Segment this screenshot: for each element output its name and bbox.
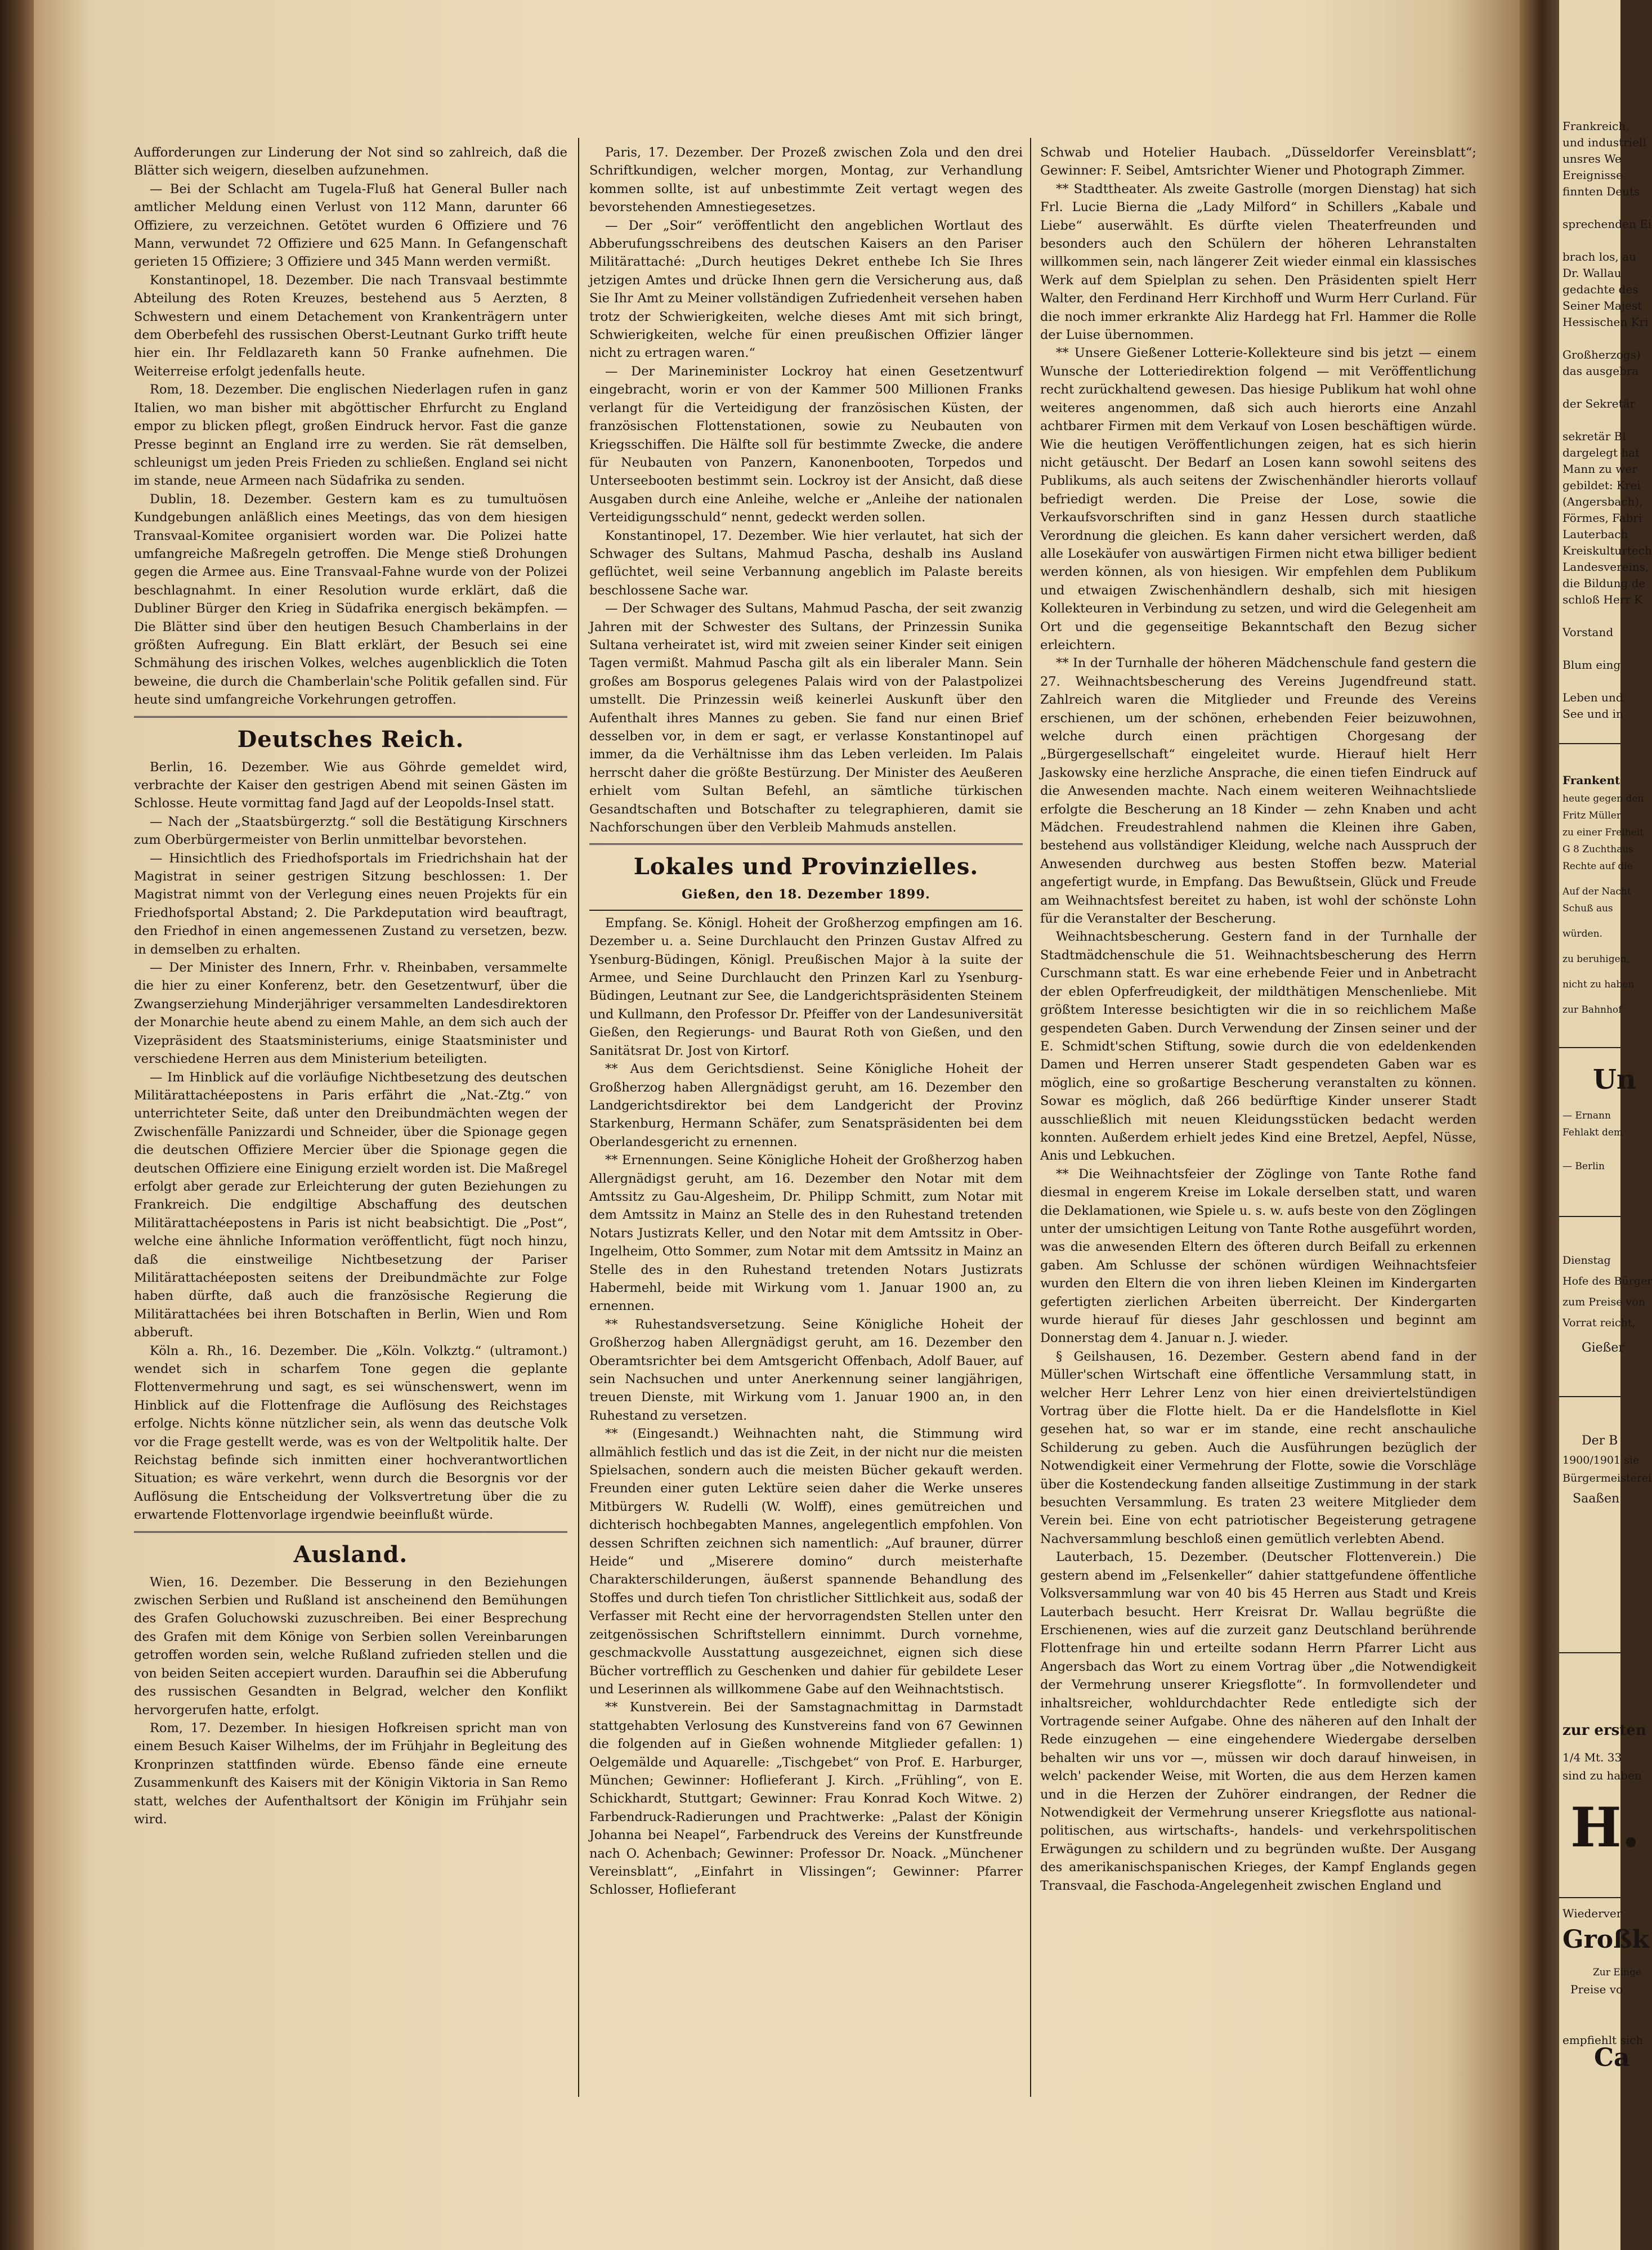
next-page-line: Hofe des Bürger: [1563, 1275, 1652, 1287]
paragraph: — Nach der „Staatsbürgerztg.“ soll die Bestätigung Kirschners zum Oberbürgermeister von Berlin unmittelbar bevorstehen.: [134, 814, 567, 848]
paragraph: ** Stadttheater. Als zweite Gastrolle (morgen Dienstag) hat sich Frl. Lucie Bierna die „Lady Milford“ in Schillers „Kabale und Liebe“ auserwählt. Es dürfte vielen Theaterfreunden und besonders auch den Schülern der höheren Lehranstalten willkommen sein, nach längerer Zeit wieder einmal ein klassisches Werk auf dem Spielplan zu sehen. Den Präsidenten spielt Herr Walter, den Ferdinand Herr Kirchhoff und Wurm Herr Curland. Für die noch immer erkrankte Aliz Hardegg hat Frl. Hammer die Rolle der Luise übernommen.: [1040, 181, 1476, 343]
next-page-line: sprechenden Ei: [1563, 217, 1652, 231]
paragraph: — Der „Soir“ veröffentlicht den angeblichen Wortlaut des Abberufungsschreibens des deutschen Kaisers an den Pariser Militärattaché: „Durch heutiges Dekret enthebe Ich Sie Ihres jetzigen Amtes und drücke Ihnen gern die Versicherung aus, daß Sie Ihr Amt zu Meiner vollständigen Zufriedenheit versehen haben trotz der Schwierigkeiten, welche dieses Amt mit sich bringt, Schwierigkeiten, welche für einen preußischen Offizier länger nicht zu ertragen waren.“: [589, 218, 1023, 361]
section-heading-lokales: Lokales und Provinzielles.: [633, 853, 979, 880]
next-page-rule: [1559, 1897, 1620, 1898]
section-divider: [134, 1531, 567, 1533]
book-gutter: [1520, 0, 1559, 2250]
next-page-line: Großk: [1563, 1925, 1650, 1954]
paragraph: Rom, 17. Dezember. In hiesigen Hofkreisen spricht man von einem Besuch Kaiser Wilhelms, der im Frühjahr in Begleitung des Kronprinzen stattfinden würde. Ebenso fände eine erneute Zusammenkunft des Kaisers mit der Königin Viktoria in San Remo statt, welches der Aufenthaltsort der Königin im Frühjahr sein wird.: [134, 1720, 567, 1827]
paragraph: ** Die Weihnachtsfeier der Zöglinge von Tante Rothe fand diesmal in engerem Kreise im Lokale derselben statt, und waren die Deklamationen, wie Spiele u. s. w. aufs beste von den Zöglingen unter der umsichtigen Leitung von Tante Rothe ausgeführt worden, was die anwesenden Eltern des öfteren durch Beifall zu erkennen gaben. Am Schlusse der schönen würdigen Weihnachtsfeier wurden den Eltern die von ihren lieben Kleinen im Kindergarten gefertigten zierlichen Arbeiten überreicht. Der Kindergarten wurde hierauf für dieses Jahr geschlossen und beginnt am Donnerstag dem 4. Januar n. J. wieder.: [1040, 1166, 1476, 1346]
paragraph: ** (Eingesandt.) Weihnachten naht, die Stimmung wird allmählich festlich und das ist die Zeit, in der nicht nur die meisten Spielsachen, sondern auch die meisten Bücher gekauft werden. Freunden einer guten Lektüre seien daher die Werke unseres Mitbürgers W. Rudelli (W. Wolff), eines gemütreichen und dichterisch hochbegabten Mannes, angelegentlich empfohlen. Von dessen Schriften zeichnen sich namentlich: „Auf brauner, dürrer Heide“ und „Miserere domino“ durch meisterhafte Charakterschilderungen, äußerst spannende Behandlung des Stoffes und durch tiefen Ton christlicher Sittlichkeit aus, sodaß der Verfasser mit Recht eine der hervorragendsten Stellen unter den zeitgenössischen Schriftstellern einnimmt. Durch vornehme, geschmackvolle Ausstattung ausgezeichnet, eignen sich diese Bücher vortrefflich zu Geschenken und dahier für gebildete Leser und Leserinnen als willkommene Gabe auf den Weihnachtstisch.: [589, 1426, 1023, 1697]
next-page-line: sind zu haben: [1563, 1769, 1642, 1782]
next-page-rule: [1559, 1216, 1620, 1217]
section-divider: [134, 716, 567, 718]
next-page-line: Vorstand: [1563, 625, 1614, 639]
next-page-line: Fehlakt dem: [1563, 1127, 1623, 1138]
next-page-line: Preise vo: [1570, 1983, 1623, 1996]
next-page-line: — Berlin: [1563, 1161, 1605, 1172]
paragraph: Dublin, 18. Dezember. Gestern kam es zu tumultuösen Kundgebungen anläßlich eines Meetings, das von dem hiesigen Transvaal-Komitee organisiert worden war. Die Polizei hatte umfangreiche Maßregeln getroffen. Die Menge stieß Drohungen gegen die Armee aus. Eine Transvaal-Fahne wurde von der Polizei beschlagnahmt. In einer Resolution wurde erklärt, daß die Dubliner Bürger den Krieg in Südafrika energisch bekämpfen. — Die Blätter sind über den heutigen Besuch Chamberlains in der größten Aufregung. Ein Blatt erklärt, der Besuch sei eine Schmähung des irischen Volkes, welches augenblicklich die Toten beweine, die durch die Chamberlain'sche Politik gefallen sind. Für heute sind umfangreiche Vorkehrungen getroffen.: [134, 491, 567, 708]
next-page-line: — Ernann: [1563, 1110, 1611, 1121]
next-page-line: Auf der Nacht: [1563, 886, 1631, 897]
next-page-line: Vorrat reicht,: [1563, 1317, 1636, 1329]
next-page-line: finnten Deuts: [1563, 185, 1640, 198]
paragraph: Wien, 16. Dezember. Die Besserung in den Beziehungen zwischen Serbien und Rußland ist anscheinend den Bemühungen des Grafen Goluchowski zuzuschreiben. Bei einer Besprechung des Grafen mit dem Könige von Serbien sollen Vereinbarungen getroffen worden sein, welche Rußland zufrieden stellen und die von beiden Seiten accepiert wurden. Daraufhin sei die Abberufung des russischen Gesandten in Belgrad, welcher den Konflikt hervorgerufen hatte, erfolgt.: [134, 1574, 567, 1717]
next-page-line: Lauterbach: [1563, 527, 1628, 541]
paragraph: Paris, 17. Dezember. Der Prozeß zwischen Zola und den drei Schriftkundigen, welcher morgen, Montag, zur Verhandlung kommen sollte, ist auf unbestimmte Zeit vertagt wegen des bevorstehenden Amnestiegesetzes.: [589, 145, 1023, 215]
paragraph: Berlin, 16. Dezember. Wie aus Göhrde gemeldet wird, verbrachte der Kaiser den gestrigen Abend mit seinen Gästen im Schlosse. Heute vormittag fand Jagd auf der Leopolds-Insel statt.: [134, 759, 567, 811]
column-1: [134, 144, 567, 2148]
paragraph: Empfang. Se. Königl. Hoheit der Großherzog empfingen am 16. Dezember u. a. Seine Durchlaucht den Prinzen Gustav Alfred zu Ysenburg-Büdingen, Königl. Preußischen Major à la suite der Armee, und Seine Durchlaucht den Prinzen Karl zu Ysenburg-Büdingen, Leutnant zur See, die Landgerichtspräsidenten Steinem und Kullmann, den Professor Dr. Pfeiffer von der Landesuniversität Gießen, den Regierungs- und Baurat Roth von Gießen, und den Sanitätsrat Dr. Jost von Kirtorf.: [589, 915, 1023, 1058]
next-page-line: Rechte auf die: [1563, 861, 1633, 872]
next-page-line: gedachte des: [1563, 283, 1638, 296]
next-page-line: 1/4 Mt. 33: [1563, 1751, 1622, 1764]
paragraph: Schwab und Hotelier Haubach. „Düsseldorfer Vereinsblatt“; Gewinner: F. Seibel, Amtsrichter Wiener und Photograph Zimmer.: [1040, 145, 1476, 178]
next-page-line: zum Preise von: [1563, 1296, 1645, 1308]
next-page-line: gebildet: Krei: [1563, 478, 1641, 492]
next-page-line: Ereignisse: [1563, 168, 1623, 182]
paragraph: ** Unsere Gießener Lotterie-Kollekteure sind bis jetzt — einem Wunsche der Lotteriedirektion folgend — mit Veröffentlichung recht zurückhaltend gewesen. Das hiesige Publikum hat wohl ohne weiteres angenommen, daß sich auch hierorts eine Anzahl achtbarer Firmen mit dem Verkauf von Losen beschäftigen würde. Wie die heutigen Veröffentlichungen zeigen, hat es sich hierin nicht getäuscht. Der Bedarf an Losen kann sowohl seitens des Publikums, als auch seitens der Zwischenhändler hierorts vollauf befriedigt werden. Die Preise der Lose, sowie die Verkaufsvorschriften sind in ganz Hessen durch staatliche Verordnung die gleichen. Es kann daher versichert werden, daß alle Losekäufer von auswärtigen Firmen nicht etwa billiger bedient werden können, als von hiesigen. Wir empfehlen dem Publikum und etwaigen Zwischenhändlern deshalb, sich mit hiesigen Kollekteuren in Verbindung zu setzen, und wird die Gelegenheit am Ort und die gegenseitige Bekanntschaft den Bezug sicher erleichtern.: [1040, 346, 1476, 652]
paragraph: — Der Schwager des Sultans, Mahmud Pascha, der seit zwanzig Jahren mit der Schwester des Sultans, der Prinzessin Sunika Sultana verheiratet ist, wird mit zweien seiner Kinder seit einigen Tagen vermißt. Mahmud Pascha gilt als ein liberaler Mann. Sein großes am Bosporus gelegenes Palais wird von der Palastpolizei umstellt. Die Prinzessin weiß keinerlei Auskunft über den Aufenthalt ihres Mannes zu geben. Sie fand nur einen Brief desselben vor, in dem er sagt, er verlasse Konstantinopel auf immer, da die Verhältnisse ihm das Leben verleiden. Im Palais herrscht daher die größte Bestürzung. Der Minister des Aeußeren erhielt vom Sultan Befehl, an sämtliche türkischen Gesandtschaften und Botschafter zu telegraphieren, damit sie Nachforschungen über den Verbleib Mahmuds anstellen.: [589, 601, 1023, 835]
paragraph: ** Kunstverein. Bei der Samstagnachmittag in Darmstadt stattgehabten Verlosung des Kunstvereins fand von 67 Gewinnen die folgenden auf in Gießen wohnende Mitglieder gefallen: 1) Oelgemälde und Aquarelle: „Tischgebet“ von Prof. E. Harburger, München; Gewinner: Hoflieferant J. Kirch. „Frühling“, von E. Schickhardt, Stuttgart; Gewinner: Frau Konrad Koch Witwe. 2) Farbendruck-Radierungen und Prachtwerke: „Palast der Königin Johanna bei Neapel“, Farbendruck des Vereins der Kunstfreunde nach O. Achenbach; Gewinner: Professor Dr. Noack. „Münchener Vereinsblatt“, „Einfahrt in Vlissingen“; Gewinner: Pfarrer Schlosser, Hoflieferant: [589, 1700, 1023, 1898]
column-rule-2: [1030, 138, 1031, 2097]
next-page-line: zur ersten: [1563, 1722, 1646, 1739]
next-page-line: und industriell: [1563, 136, 1646, 149]
column-rule-1: [578, 138, 579, 2097]
next-page-line: dargelegt hat: [1563, 446, 1640, 459]
paragraph: ** Aus dem Gerichtsdienst. Seine Königliche Hoheit der Großherzog haben Allergnädigst geruht, am 16. Dezember den Landgerichtsdirektor bei dem Landgericht der Provinz Starkenburg, Hermann Schäfer, zum Senatspräsidenten bei dem Oberlandesgericht zu ernennen.: [589, 1062, 1023, 1149]
next-page-line: Bürgermeisterei: [1563, 1472, 1652, 1484]
next-page-line: Der B: [1582, 1434, 1618, 1448]
next-page-line: nicht zu haben: [1563, 979, 1635, 990]
next-page-line: Gießer: [1582, 1341, 1624, 1355]
next-page-line: H.: [1570, 1796, 1641, 1859]
paragraph: Konstantinopel, 17. Dezember. Wie hier verlautet, hat sich der Schwager des Sultans, Mahmud Pascha, deshalb ins Ausland geflüchtet, weil seine Verbannung angeblich im Palaste bereits beschlossene Sache war.: [589, 528, 1023, 598]
next-page-line: heute gegen den: [1563, 793, 1644, 804]
next-page-line: (Angersbach),: [1563, 495, 1643, 508]
next-page-line: Mann zu wer: [1563, 462, 1637, 476]
next-page-line: würden.: [1563, 928, 1602, 940]
next-page-line: Kreiskulturtech: [1563, 544, 1652, 557]
next-page-line: zur Bahnhof: [1563, 1004, 1622, 1016]
next-page-line: sekretär Bl: [1563, 430, 1626, 443]
paragraph: — Der Marineminister Lockroy hat einen Gesetzentwurf eingebracht, worin er von der Kammer 500 Millionen Franks verlangt für die Verteidigung der französischen Küsten, der französischen Flottenstationen, sowie zu Neubauten von Kriegsschiffen. Die Hälfte soll für bestimmte Zwecke, die andere für Neubauten von Panzern, Kanonenbooten, Torpedos und Unterseebooten bestimmt sein. Lockroy ist der Ansicht, daß diese Ausgaben durch eine Anleihe, welche er „Anleihe der nationalen Verteidigungsschuld“ nennt, gedeckt werden sollen.: [589, 364, 1023, 525]
next-page-line: Blum eing: [1563, 658, 1621, 672]
next-page-line: Ca: [1594, 2043, 1630, 2072]
next-page-line: Dienstag: [1563, 1254, 1611, 1267]
next-page-line: Großherzogs): [1563, 348, 1641, 361]
paragraph: ** Ruhestandsversetzung. Seine Königliche Hoheit der Großherzog haben Allergnädigst geruht, am 16. Dezember den Oberamtsrichter bei dem Amtsgericht Offenbach, Adolf Bauer, auf sein Nachsuchen und unter Anerkennung seiner langjährigen, treuen Dienste, mit Wirkung vom 1. Januar 1900 an, in den Ruhestand zu versetzen.: [589, 1317, 1023, 1423]
next-page-line: Förmes, Fabri: [1563, 511, 1642, 525]
next-page-line: Un: [1593, 1064, 1636, 1095]
next-page-line: Fritz Müller: [1563, 810, 1621, 821]
dateline-rule: [589, 910, 1023, 911]
section-divider: [589, 843, 1023, 845]
next-page-edge: [1559, 0, 1652, 2250]
paragraph: — Hinsichtlich des Friedhofsportals im Friedrichshain hat der Magistrat in seiner gestrigen Sitzung beschlossen: 1. Der Magistrat nimmt von der Verlegung eines neuen Projekts für ein Friedhofsportal Abstand; 2. Die Parkdeputation wird beauftragt, den Friedhof in einen angemessenen Zustand zu versetzen, bezw. in demselben zu erhalten.: [134, 851, 567, 957]
paragraph: Aufforderungen zur Linderung der Not sind so zahlreich, daß die Blätter sich weigern, dieselben aufzunehmen.: [134, 145, 567, 178]
next-page-line: G 8 Zuchthaus: [1563, 844, 1634, 855]
next-page-line: die Bildung de: [1563, 576, 1646, 590]
next-page-line: das ausgebra: [1563, 364, 1639, 378]
next-page-line: schloß Herr K: [1563, 593, 1643, 606]
next-page-line: zu beruhigen,: [1563, 954, 1630, 965]
next-page-line: unsres We: [1563, 152, 1622, 165]
next-page-line: Leben und: [1563, 691, 1623, 704]
next-page-line: See und in: [1563, 707, 1623, 721]
next-page-line: Frankreich,: [1563, 119, 1629, 133]
next-page-line: Seiner Majest: [1563, 299, 1642, 312]
paragraph: Weihnachtsbescherung. Gestern fand in der Turnhalle der Stadtmädchenschule die 51. Weihnachtsbescherung des Herrn Curschmann statt. Es war eine erhebende Feier und in Anbetracht der eblen Opferfreudigkeit, der mildthätigen Menschenliebe. Mit größtem Interesse besichtigten wir die in so reichlichem Maße gespendeten Gaben. Durch Verwendung der Zinsen seiner und der E. Schmidt'schen Stiftung, sowie durch die von edeldenkenden Damen und Herren unserer Stadt gespendeten Gaben war es möglich, eine so großartige Bescherung veranstalten zu können. Sowar es möglich, daß 266 bedürftige Kinder unserer Stadt ausschließlich mit neuen Kleidungsstücken bedacht werden konnten. Außerdem erhielt jedes Kind eine Bretzel, Aepfel, Nüsse, Anis und Lebkuchen.: [1040, 929, 1476, 1164]
next-page-line: der Sekretär: [1563, 397, 1636, 410]
next-page-line: Wiederver: [1563, 1907, 1622, 1920]
column-2: [589, 144, 1023, 2148]
next-page-line: empfiehlt sich: [1563, 2033, 1644, 2047]
dateline: Gießen, den 18. Dezember 1899.: [682, 887, 930, 902]
book-binding: [0, 0, 34, 2250]
next-page-rule: [1559, 1396, 1620, 1397]
next-page-line: Hessischen Kri: [1563, 315, 1649, 329]
section-heading-deutsches-reich: Deutsches Reich.: [237, 726, 464, 753]
next-page-rule: [1559, 1047, 1620, 1048]
next-page-line: Landesvereins,: [1563, 560, 1649, 574]
next-page-line: Zur Einge: [1593, 1967, 1642, 1978]
paragraph: — Der Minister des Innern, Frhr. v. Rheinbaben, versammelte die hier zu einer Konferenz, betr. den Gesetzentwurf, über die Zwangserziehung Minderjähriger versammelten Landesdirektoren der Monarchie heute abend zu einem Mahle, an dem sich auch der Vizepräsident des Staatsministeriums, einige Staatsminister und verschiedene Herren aus dem Ministerium beteiligten.: [134, 960, 567, 1067]
paragraph: Konstantinopel, 18. Dezember. Die nach Transvaal bestimmte Abteilung des Roten Kreuzes, bestehend aus 5 Aerzten, 8 Schwestern und einem Detachement von Krankenträgern unter dem Oberbefehl des russischen Oberst-Leutnant Gurko trifft heute hier ein. Ihr Feldlazareth kann 50 Franke aufnehmen. Die Weiterreise erfolgt jedenfalls heute.: [134, 272, 567, 379]
paragraph: ** Ernennungen. Seine Königliche Hoheit der Großherzog haben Allergnädigst geruht, am 16. Dezember den Notar mit dem Amtssitz zu Gau-Algesheim, Dr. Philipp Schmitt, zum Notar mit dem Amtssitz in Mainz an Stelle des in den Ruhestand tretenden Notars Justizrats Keller, und den Notar mit dem Amtssitz in Ober-Ingelheim, Otto Sommer, zum Notar mit dem Amtssitz in Mainz an Stelle des in den Ruhestand tretenden Notars Justizrats Habermehl, beide mit Wirkung vom 1. Januar 1900 an, zu ernennen.: [589, 1153, 1023, 1314]
next-page-line: Dr. Wallau: [1563, 266, 1622, 280]
paragraph: ** In der Turnhalle der höheren Mädchenschule fand gestern die 27. Weihnachtsbescherung des Vereins Jugendfreund statt. Zahlreich waren die Mitglieder und Freunde des Vereins erschienen, um der schönen, erhebenden Feier beizuwohnen, welche durch einen prächtigen Chorgesang der „Bürgergesellschaft“ eingeleitet wurde. Hierauf hielt Herr Jaskowsky eine herzliche Ansprache, die einen tiefen Eindruck auf die Anwesenden machte. Nach einem weiteren Weihnachtsliede erfolgte die Bescherung an 18 Kinder — zehn Knaben und acht Mädchen. Freudestrahlend nahmen die Kleinen ihre Gaben, bestehend aus vollständiger Kleidung, welche nach Ausspruch der Anwesenden durchweg aus besten Stoffen bezw. Material angefertigt wurde, in Empfang. Das Bewußtsein, Glück und Freude am Weihnachtsfest bereitet zu haben, ist wohl der schönste Lohn für die Veranstalter der Bescherung.: [1040, 656, 1476, 927]
next-page-line: 1900/1901 sie: [1563, 1454, 1640, 1466]
next-page-line: brach los, au: [1563, 250, 1636, 263]
next-page-line: Schuß aus: [1563, 903, 1613, 914]
paragraph: Rom, 18. Dezember. Die englischen Niederlagen rufen in ganz Italien, wo man bisher mit abgöttischer Ehrfurcht zu England empor zu blicken pflegt, großen Eindruck hervor. Fast die ganze Presse beginnt an England irre zu werden. Sie rät demselben, schleunigst um jeden Preis Frieden zu schließen. England sei nicht im stande, neue Armeen nach Südafrika zu senden.: [134, 382, 567, 489]
paragraph: — Bei der Schlacht am Tugela-Fluß hat General Buller nach amtlicher Meldung einen Verlust von 112 Mann, darunter 66 Offiziere, zu verzeichnen. Getötet wurden 6 Offiziere und 76 Mann, verwundet 72 Offiziere und 625 Mann. In Gefangenschaft gerieten 15 Offiziere; 3 Offiziere und 345 Mann werden vermißt.: [134, 181, 567, 270]
next-page-rule: [1559, 743, 1620, 744]
section-heading-ausland: Ausland.: [293, 1541, 408, 1568]
column-3: [1040, 144, 1476, 2148]
next-page-line: Saaßen: [1573, 1492, 1620, 1506]
next-page-line: zu einer Freiheit: [1563, 827, 1644, 838]
paragraph: Lauterbach, 15. Dezember. (Deutscher Flottenverein.) Die gestern abend im „Felsenkeller“ dahier stattgefundene öffentliche Volksversammlung war von 40 bis 45 Herren aus Stadt und Kreis Lauterbach besucht. Herr Kreisrat Dr. Wallau begrüßte die Erschienenen, wies auf die zurzeit ganz Deutschland berührende Flottenfrage hin und erteilte sodann Herrn Pfarrer Licht aus Angersbach das Wort zu einem Vortrag über „die Notwendigkeit der Vermehrung unserer Kriegsflotte“. In formvollendeter und inhaltsreicher, wohldurchdachter Rede entledigte sich der Vortragende seiner Aufgabe. Ohne des näheren auf den Inhalt der Rede einzugehen — eine eingehendere Wiedergabe derselben behalten wir uns vor —, müssen wir doch darauf hinweisen, in welch' packender Weise, mit Worten, die aus dem Herzen kamen und in die Herzen der Zuhörer eindrangen, der Redner die Notwendigkeit der Vermehrung unserer Kriegsflotte aus national-politischen, aus wirtschafts-, handels- und verkehrspolitischen Erwägungen zu schildern und zu begründen wußte. Der Ausgang des amerikanischspanischen Krieges, der Kampf Englands gegen Transvaal, die Faschoda-Angelegenheit zwischen England und: [1040, 1550, 1476, 1893]
paragraph: — Im Hinblick auf die vorläufige Nichtbesetzung des deutschen Militärattachéepostens in Paris erfährt die „Nat.-Ztg.“ von unterrichteter Seite, daß unter den Dreibundmächten wegen der Zwischenfälle Panizzardi und Schneider, über die Spionage gegen die deutschen Offiziere Mercier über die Spionage gegen die deutschen Offiziere eine Einigung erzielt worden ist. Die Maßregel erfolgt aber gerade zur Erleichterung der guten Beziehungen zu Frankreich. Die endgiltige Abschaffung des deutschen Militärattachéepostens in Paris ist nicht beabsichtigt. Die „Post“, welche eine ähnliche Information veröffentlicht, fügt noch hinzu, daß die einstweilige Nichtbesetzung der Pariser Militärattachéeposten seitens der Dreibundmächte zur Folge haben dürfte, daß auch die französische Regierung die Militärattachées bei ihren Botschaften in Berlin, Wien und Rom abberuft.: [134, 1070, 567, 1340]
next-page-rule: [1559, 1652, 1620, 1653]
paragraph: § Geilshausen, 16. Dezember. Gestern abend fand in der Müller'schen Wirtschaft eine öffentliche Versammlung statt, in welcher Herr Lehrer Lenz von hier einen dreiviertelstündigen Vortrag über die Flotte hielt. Da er die Handelsflotte in Kiel gesehen hat, so war er im stande, eine recht anschauliche Schilderung zu geben. Auch die Ausführungen bezüglich der Notwendigkeit einer Vermehrung der Flotte, sowie die Vorschläge über die Kostendeckung fanden allseitige Zustimmung in der stark besuchten Versammlung. Es traten 23 weitere Mitglieder dem Verein bei. Eine von echt patriotischer Begeisterung getragene Nachversammlung beschloß einen gemütlich verlebten Abend.: [1040, 1349, 1476, 1546]
paragraph: Köln a. Rh., 16. Dezember. Die „Köln. Volkztg.“ (ultramont.) wendet sich in scharfem Tone gegen die geplante Flottenvermehrung und sagt, es sei wünschenswert, wenn im Hinblick auf die Flottenfrage die Auflösung des Reichstages erfolge. Nichts könne nützlicher sein, als wenn das deutsche Volk vor die Frage gestellt werde, was es von der Weltpolitik halte. Der Reichstag befinde sich inmitten einer hochverantwortlichen Situation; es wäre verkehrt, wenn durch die Besorgnis vor der Auflösung die Entscheidung der Volksvertretung über die zu erwartende Flottenvorlage irgendwie beeinflußt würde.: [134, 1343, 567, 1523]
next-page-line: Frankent: [1563, 773, 1620, 787]
